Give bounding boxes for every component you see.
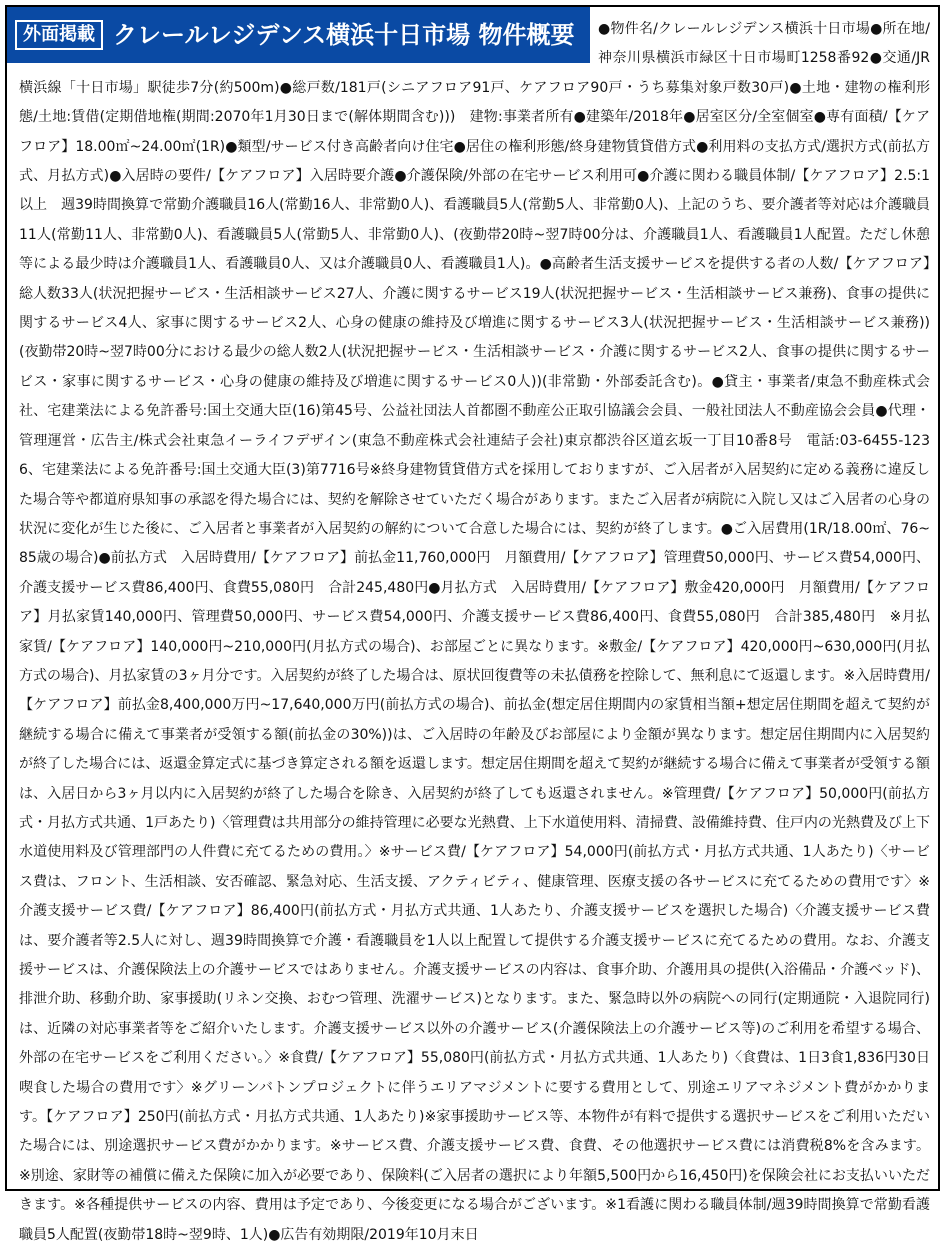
page-title: クレールレジデンス横浜十日市場 物件概要 (113, 21, 575, 49)
property-overview-text-container (19, 15, 930, 1250)
notice-frame (5, 5, 940, 1243)
external-listing-badge: 外面掲載 (15, 20, 103, 50)
property-overview-text: ●物件名/クレールレジデンス横浜十日市場●所在地/神奈川県横浜市緑区十日市場町1258番92●交通/JR横浜線「十日市場」駅徒歩7分(約500m)●総戸数/181戸(シニアフロア91戸、ケアフロア90戸・うち募集対象戸数30戸)●土地・建物の権利形態/土地:賃借(定期借地権(期間:2070年1月30日まで(解体期間含む))) 建物:事業者所有●建築年/2018年●居室区分/全室個室●専有面積/【ケアフロア】18.00㎡~24.00㎡(1R)●類型/サービス付き高齢者向け住宅●居住の権利形態/終身建物賃貸借方式●利用料の支払方式/選択方式(前払方式、月払方式)●入居時の要件/【ケアフロア】入居時要介護●介護保険/外部の在宅サービス利用可●介護に関わる職員体制/【ケアフロア】2.5:1以上 週39時間換算で常勤介護職員16人(常勤16人、非常勤0人)、看護職員5人(常勤5人、非常勤0人)、上記のうち、要介護者等対応は介護職員11人(常勤11人、非常勤0人)、看護職員5人(常勤5人、非常勤0人)、(夜勤帯20時~翌7時00分は、介護職員1人、看護職員1人配置。ただし休憩等による最少時は介護職員1人、看護職員0人、又は介護職員0人、看護職員1人)。●高齢者生活支援サービスを提供する者の人数/【ケアフロア】総人数33人(状況把握サービス・生活相談サービス27人、介護に関するサービス19人(状況把握サービス・生活相談サービス兼務)、食事の提供に関するサービス4人、家事に関するサービス2人、心身の健康の維持及び増進に関するサービス3人(状況把握サービス・生活相談サービス兼務))(夜勤帯20時~翌7時00分における最少の総人数2人(状況把握サービス・生活相談サービス・介護に関するサービス2人、食事の提供に関するサービス・家事に関するサービス・心身の健康の維持及び増進に関するサービス0人))(非常勤・外部委託含む)。●貸主・事業者/東急不動産株式会社、宅建業法による免許番号:国土交通大臣(16)第45号、公益社団法人首都圏不動産公正取引協議会会員、一般社団法人不動産協会会員●代理・管理運営・広告主/株式会社東急イーライフデザイン(東急不動産株式会社連結子会社)東京都渋谷区道玄坂一丁目10番8号 電話:03-6455-1236、宅建業法による免許番号:国土交通大臣(3)第7716号※終身建物賃貸借方式を採用しておりますが、ご入居者が入居契約に定める義務に違反した場合等や都道府県知事の承認を得た場合には、契約を解除させていただく場合があります。またご入居者が病院に入院し又はご入居者の心身の状況に変化が生じた後に、ご入居者と事業者が入居契約の解約について合意した場合には、契約が終了します。●ご入居費用(1R/18.00㎡、76~85歳の場合)●前払方式 入居時費用/【ケアフロア】前払金11,760,000円 月額費用/【ケアフロア】管理費50,000円、サービス費54,000円、介護支援サービス費86,400円、食費55,080円 合計245,480円●月払方式 入居時費用/【ケアフロア】敷金420,000円 月額費用/【ケアフロア】月払家賃140,000円、管理費50,000円、サービス費54,000円、介護支援サービス費86,400円、食費55,080円 合計385,480円 ※月払家賃/【ケアフロア】140,000円~210,000円(月払方式の場合)、お部屋ごとに異なります。※敷金/【ケアフロア】420,000円~630,000円(月払方式の場合)、月払家賃の3ヶ月分です。入居契約が終了した場合は、原状回復費等の未払債務を控除して、無利息にて返還します。※入居時費用/【ケアフロア】前払金8,400,000万円~17,640,000万円(前払方式の場合)、前払金(想定居住期間内の家賃相当額+想定居住期間を超えて契約が継続する場合に備えて事業者が受領する額(前払金の30%))は、ご入居時の年齢及びお部屋により金額が異なります。想定居住期間内に入居契約が終了した場合には、返還金算定式に基づき算定される額を返還します。想定居住期間を超えて契約が継続する場合に備えて事業者が受領する額は、入居日から3ヶ月以内に入居契約が終了した場合を除き、入居契約が終了しても返還されません。※管理費/【ケアフロア】50,000円(前払方式・月払方式共通、1戸あたり)〈管理費は共用部分の維持管理に必要な光熱費、上下水道使用料、清掃費、設備維持費、住戸内の光熱費及び上下水道使用料及び管理部門の人件費に充てるための費用。〉※サービス費/【ケアフロア】54,000円(前払方式・月払方式共通、1人あたり)〈サービス費は、フロント、生活相談、安否確認、緊急対応、生活支援、アクティビティ、健康管理、医療支援の各サービスに充てるための費用です〉※介護支援サービス費/【ケアフロア】86,400円(前払方式・月払方式共通、1人あたり、介護支援サービスを選択した場合)〈介護支援サービス費は、要介護者等2.5人に対し、週39時間換算で介護・看護職員を1人以上配置して提供する介護支援サービスに充てるための費用。なお、介護支援サービスは、介護保険法上の介護サービスではありません。介護支援サービスの内容は、食事介助、介護用具の提供(入浴備品・介護ベッド)、排泄介助、移動介助、家事援助(リネン交換、おむつ管理、洗濯サービス)となります。また、緊急時以外の病院への同行(定期通院・入退院同行)は、近隣の対応事業者等をご紹介いたします。介護支援サービス以外の介護サービス(介護保険法上の介護サービス等)のご利用を希望する場合、外部の在宅サービスをご利用ください。〉※食費/【ケアフロア】55,080円(前払方式・月払方式共通、1人あたり)〈食費は、1日3食1,836円30日喫食した場合の費用です〉※グリーンバトンプロジェクトに伴うエリアマジメントに要する費用として、別途エリアマネジメント費がかかります。【ケアフロア】250円(前払方式・月払方式共通、1人あたり)※家事援助サービス等、本物件が有料で提供する選択サービスをご利用いただいた場合には、別途選択サービス費がかかります。※サービス費、介護支援サービス費、食費、その他選択サービス費には消費税8%を含みます。※別途、家財等の補償に備えた保険に加入が必要であり、保険料(ご入居者の選択により年額5,500円から16,450円)を保険会社にお支払いいただきます。※各種提供サービスの内容、費用は予定であり、今後変更になる場合がございます。※1看護に関わる職員体制/週39時間換算で常勤看護職員5人配置(夜勤帯18時~翌9時、1人)●広告有効期限/2019年10月末日 (19, 21, 931, 1243)
header-banner (7, 7, 590, 63)
